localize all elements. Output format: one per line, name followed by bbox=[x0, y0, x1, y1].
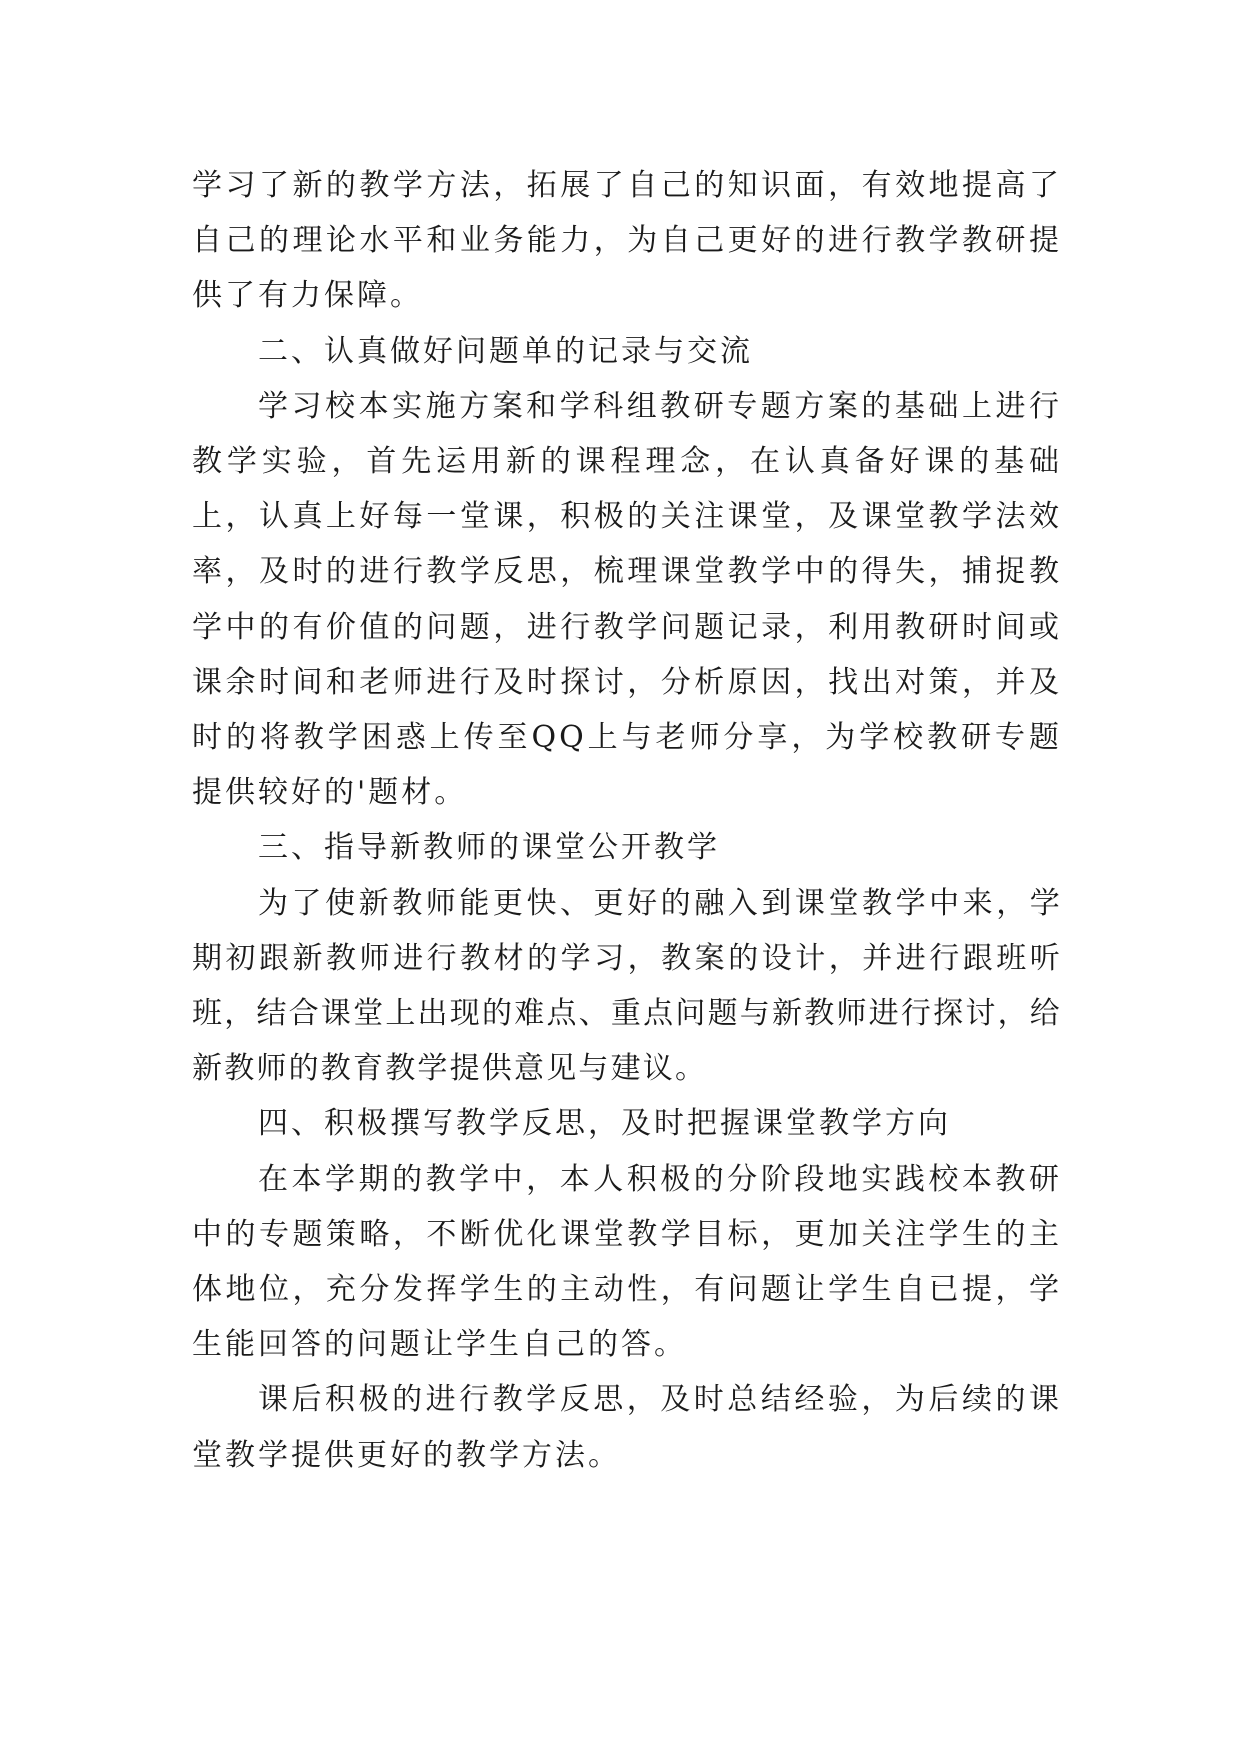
section-heading-2: 二、认真做好问题单的记录与交流 bbox=[258, 333, 753, 369]
paragraph-section-3: 为了使新教师能更快、更好的融入到课堂教学中来，学期初跟新教师进行教材的学习，教案的设计，并进行跟班听班，结合课堂上出现的难点、重点问题与新教师进行探讨，给新教师的教育教学提供意见与建议。 bbox=[192, 885, 1062, 1087]
document-body bbox=[192, 158, 1062, 1483]
section-heading-4: 四、积极撰写教学反思，及时把握课堂教学方向 bbox=[258, 1106, 951, 1142]
paragraph-section-4b: 课后积极的进行教学反思，及时总结经验，为后续的课堂教学提供更好的教学方法。 bbox=[192, 1382, 1062, 1473]
paragraph-section-4a: 在本学期的教学中，本人积极的分阶段地实践校本教研中的专题策略，不断优化课堂教学目标，更加关注学生的主体地位，充分发挥学生的主动性，有问题让学生自已提，学生能回答的问题让学生自己的答。 bbox=[192, 1161, 1062, 1363]
paragraph-section-2: 学习校本实施方案和学科组教研专题方案的基础上进行教学实验，首先运用新的课程理念，在认真备好课的基础上，认真上好每一堂课，积极的关注课堂，及课堂教学法效率，及时的进行教学反思，梳理课堂教学中的得失，捕捉教学中的有价值的问题，进行教学问题记录，利用教研时间或课余时间和老师进行及时探讨，分析原因，找出对策，并及时的将教学困惑上传至QQ上与老师分享，为学校教研专题提供较好的'题材。 bbox=[192, 388, 1062, 811]
paragraph-continued: 学习了新的教学方法，拓展了自己的知识面，有效地提高了自己的理论水平和业务能力，为自己更好的进行教学教研提供了有力保障。 bbox=[192, 168, 1062, 314]
section-heading-3: 三、指导新教师的课堂公开教学 bbox=[258, 830, 720, 866]
